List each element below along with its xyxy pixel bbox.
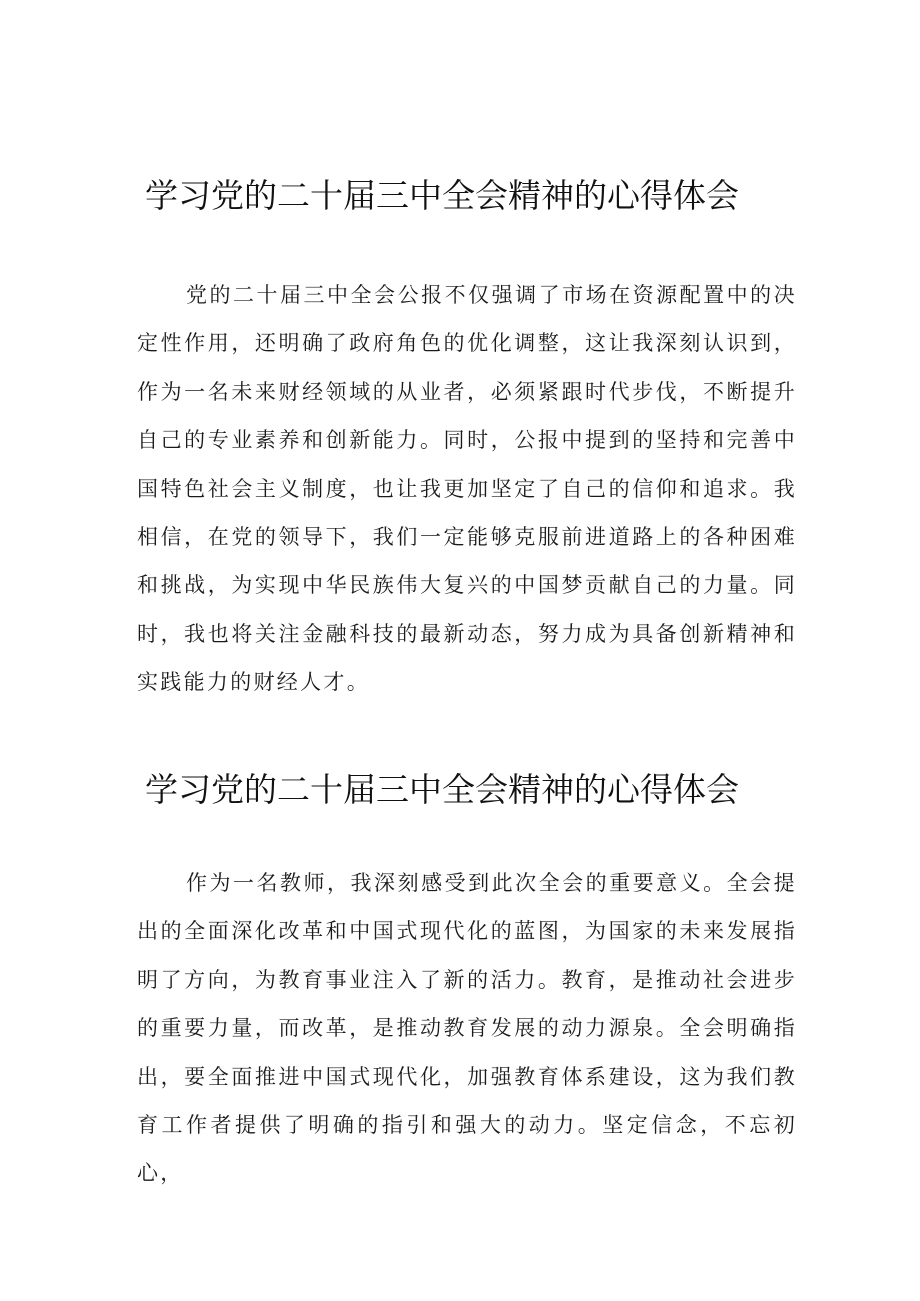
article-title: 学习党的二十届三中全会精神的心得体会	[145, 176, 739, 215]
article-title: 学习党的二十届三中全会精神的心得体会	[145, 770, 739, 809]
article-paragraph: 党的二十届三中全会公报不仅强调了市场在资源配置中的决定性作用，还明确了政府角色的优化调整，这让我深刻认识到，作为一名未来财经领域的从业者，必须紧跟时代步伐，不断提升自己的专业素养和创新能力。同时，公报中提到的坚持和完善中国特色社会主义制度，也让我更加坚定了自己的信仰和追求。我相信，在党的领导下，我们一定能够克服前进道路上的各种困难和挑战，为实现中华民族伟大复兴的中国梦贡献自己的力量。同时，我也将关注金融科技的最新动态，努力成为具备创新精神和实践能力的财经人才。	[137, 283, 797, 695]
article-section-2	[0, 762, 920, 1186]
article-section-1	[0, 168, 920, 695]
article-paragraph: 作为一名教师，我深刻感受到此次全会的重要意义。全会提出的全面深化改革和中国式现代化的蓝图，为国家的未来发展指明了方向，为教育事业注入了新的活力。教育，是推动社会进步的重要力量，而改革，是推动教育发展的动力源泉。全会明确指出，要全面推进中国式现代化，加强教育体系建设，这为我们教育工作者提供了明确的指引和强大的动力。坚定信念，不忘初心，	[137, 871, 797, 1186]
